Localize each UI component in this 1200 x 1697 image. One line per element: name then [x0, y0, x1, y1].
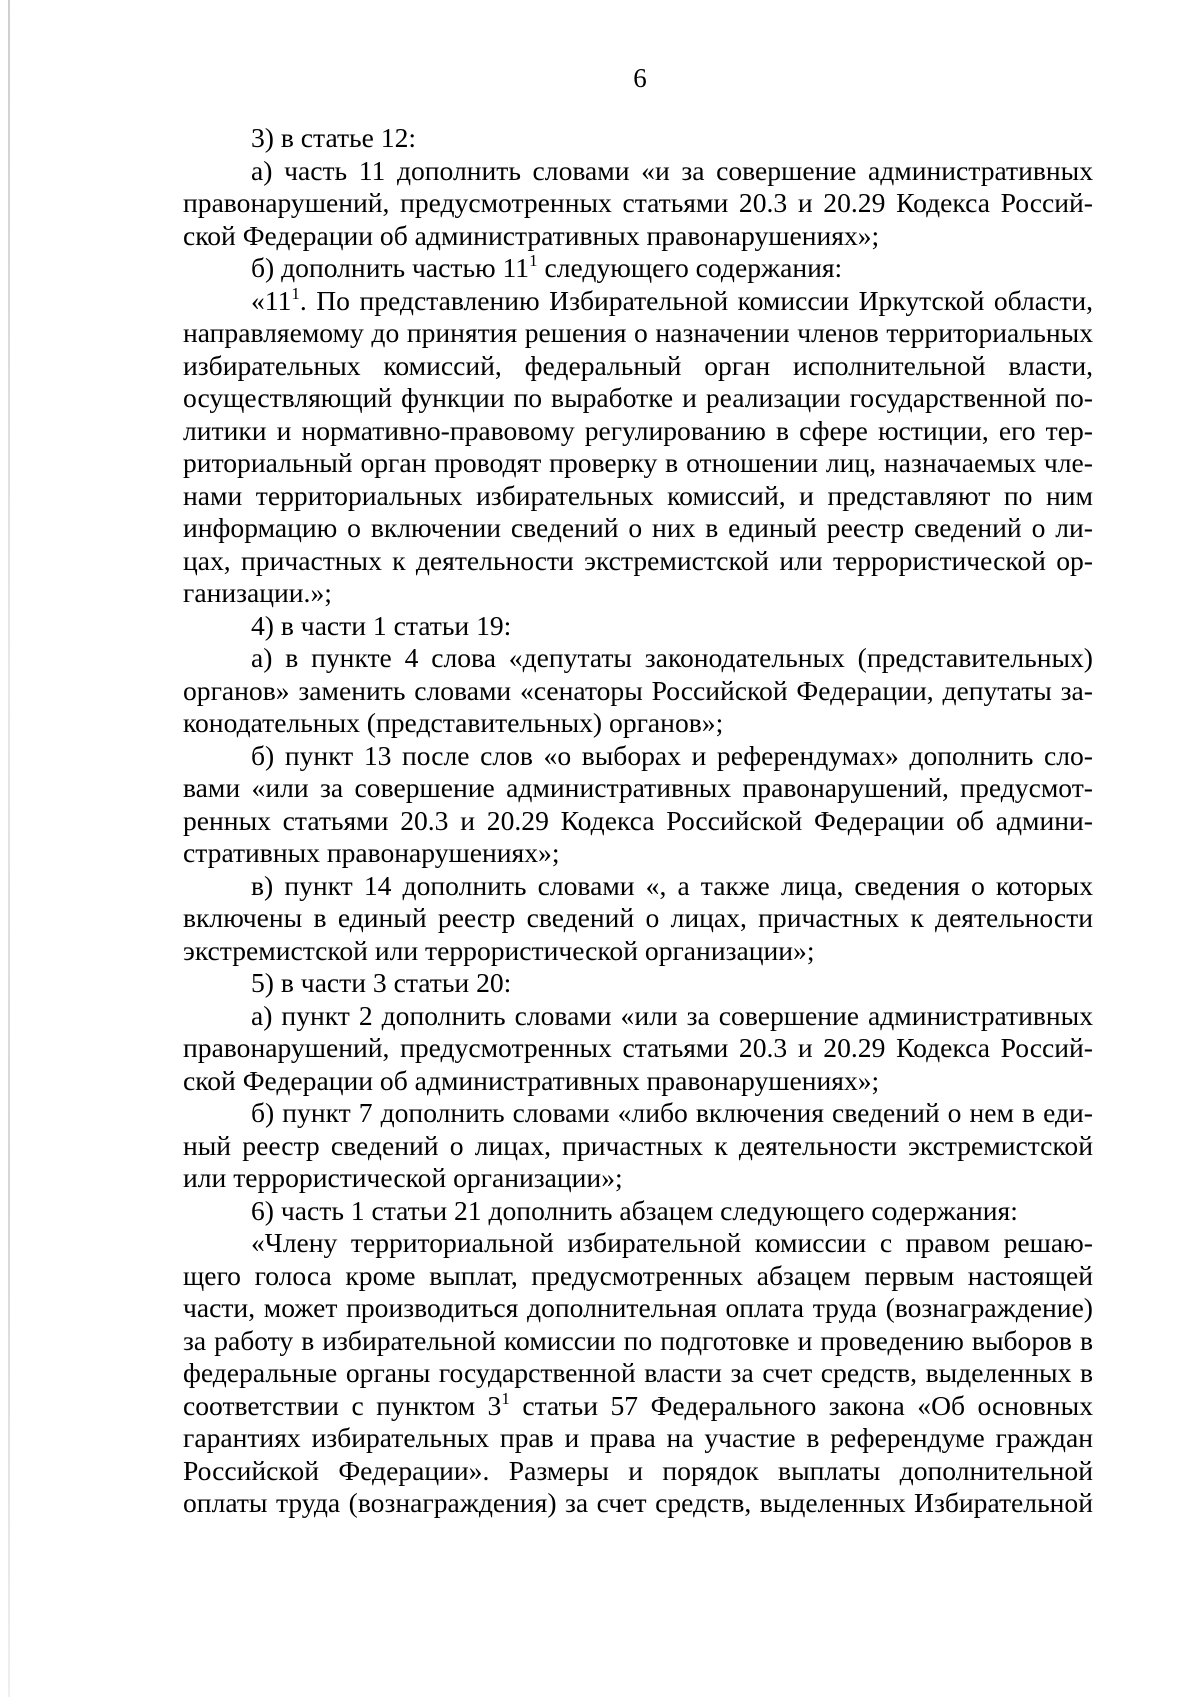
paragraph-3a: а) часть 11 дополнить словами «и за совершение административных правонарушений, предусмотренных статьями 20.3 и 20.29 Кодекса Российской Федерации об административных правонарушениях»;: [183, 154, 1093, 251]
paragraph-4c: в) пункт 14 дополнить словами «, а также лица, сведения о которых включены в единый реестр сведений о лицах, причастных к деятельности экстремистской или террористической организации»;: [183, 869, 1093, 966]
superscript: 1: [501, 1388, 510, 1408]
paragraph-4b: б) пункт 13 после слов «о выборах и референдумах» дополнить словами «или за совершение административных правонарушений, предусмотренных статьями 20.3 и 20.29 Кодекса Российской Федерации об административных правонарушениях»;: [183, 739, 1093, 868]
paragraph-5b: б) пункт 7 дополнить словами «либо включения сведений о нем в единый реестр сведений о лицах, причастных к деятельности экстремистской или террористической организации»;: [183, 1097, 1093, 1193]
superscript: 1: [529, 251, 538, 270]
paragraph-text: . По представлению Избирательной комиссии Иркутской области, направляемому до принятия решения о назначении членов территориальных избирательных комиссий, федеральный орган исполнительной власти, осуществляющий функции по выработке и реализации государственной политики и нормативно-правовому регулированию в сфере юстиции, его территориальный орган проводят проверку в отношении лиц, назначаемых членами территориальных избирательных комиссий, и представляют по ним информацию о включении сведений о них в единый реестр сведений о лицах, причастных к деятельности экстремистской или террористической организации.»;: [183, 284, 1093, 608]
paragraph-text: б) дополнить частью 11: [251, 252, 530, 283]
scan-edge-shadow: [8, 0, 10, 1697]
paragraph-3b: [183, 252, 1093, 285]
paragraph-part-11-1: [183, 285, 1093, 610]
page-number: 6: [633, 63, 647, 93]
paragraph-5a: а) пункт 2 дополнить словами «или за совершение административных правонарушений, предусмотренных статьями 20.3 и 20.29 Кодекса Российской Федерации об административных правонарушениях»;: [183, 999, 1093, 1096]
paragraph-6-quote: [183, 1227, 1093, 1520]
paragraph-item-4-heading: 4) в части 1 статьи 19:: [251, 609, 512, 641]
paragraph-item-3-heading: 3) в статье 12:: [251, 122, 417, 153]
paragraph-text: следующего содержания:: [537, 252, 843, 283]
paragraph-text: «Члену территориальной избирательной комиссии с правом решающего голоса кроме выплат, предусмотренных абзацем первым настоящей части, может производиться дополнительная оплата труда (вознаграждение) за работу в избирательной комиссии по подготовке и проведению выборов в федеральные органы государственной власти за счет средств, выделенных в соответствии с пунктом 3: [183, 1227, 1093, 1421]
document-body: [183, 122, 1093, 1520]
paragraph-text: статьи 57 Федерального закона «Об основных гарантиях избирательных прав и права на участие в референдуме граждан Российской Федерации». Размеры и порядок выплаты дополнительной оплаты труда (вознаграждения) за счет средств, выделенных Избирательной: [183, 1389, 1093, 1518]
paragraph-text: «11: [251, 284, 292, 316]
paragraph-item-5-heading: 5) в части 3 статьи 20:: [251, 967, 512, 998]
paragraph-item-6-heading: 6) часть 1 статьи 21 дополнить абзацем следующего содержания:: [251, 1194, 1018, 1226]
paragraph-4a: а) в пункте 4 слова «депутаты законодательных (представительных) органов» заменить словами «сенаторы Российской Федерации, депутаты законодательных (представительных) органов»;: [183, 642, 1093, 738]
superscript: 1: [291, 283, 300, 303]
